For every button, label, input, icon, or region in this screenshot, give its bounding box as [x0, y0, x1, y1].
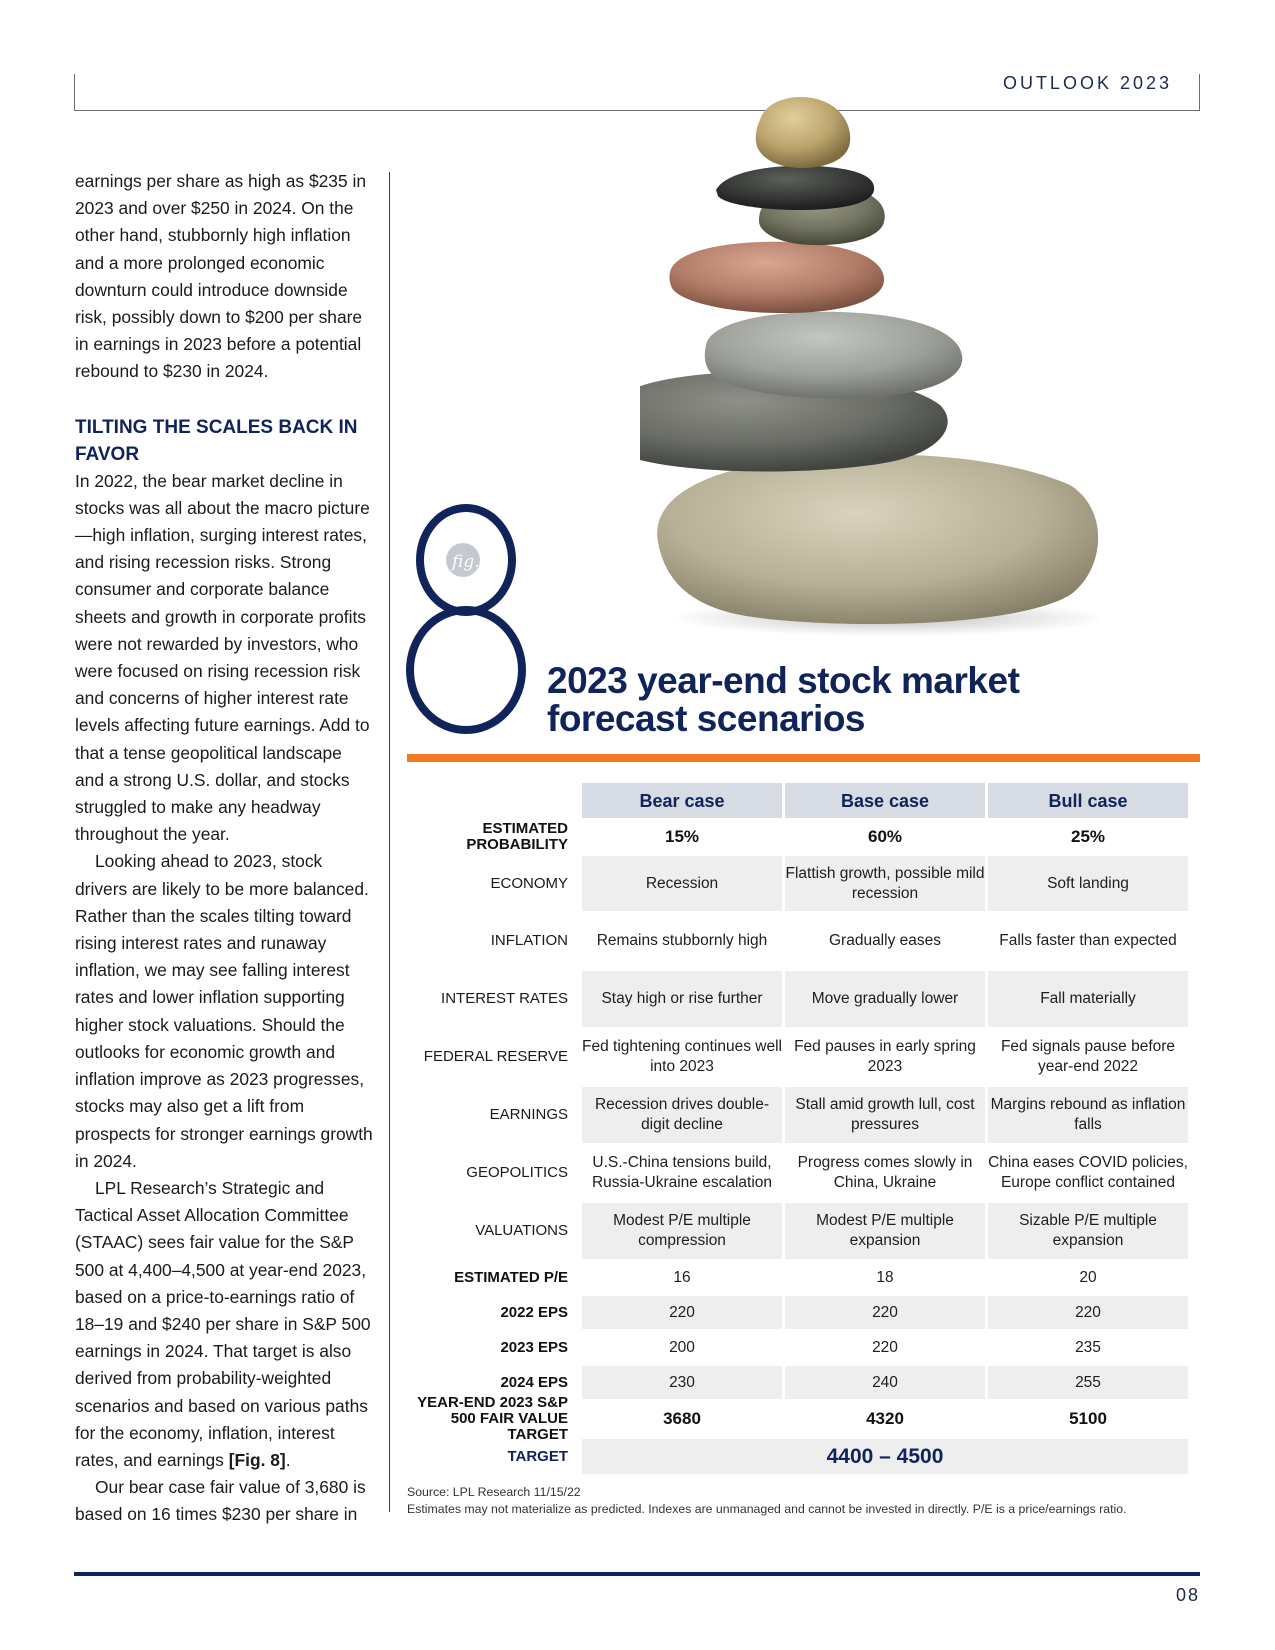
- table-row-fair-value-target: [407, 1394, 1200, 1443]
- target-range: 4400 – 4500: [582, 1439, 1188, 1474]
- row-label: 2022 EPS: [500, 1303, 568, 1321]
- header-base-case: Base case: [785, 783, 985, 818]
- table-cell: Margins rebound as inflation falls: [988, 1087, 1188, 1143]
- header-title: OUTLOOK 2023: [1002, 73, 1172, 93]
- body-paragraph-2: In 2022, the bear market decline in stocks was all about the macro picture—high inflation, surging interest rates, and rising recession risks. Strong consumer and corporate balance sheets and growth in corporate profits were not rewarded by investors, who were focused on rising recession risk and concerns of higher interest rate levels affecting future earnings. Add to that a tense geopolitical landscape and a strong U.S. dollar, and stocks struggled to make any headway throughout the year.: [75, 470, 370, 845]
- figure-number-eight: [402, 500, 532, 740]
- header-rule-right-tick: [1199, 74, 1200, 111]
- table-cell: Fed tightening continues well into 2023: [582, 1038, 782, 1075]
- row-label: TARGET: [507, 1447, 568, 1465]
- table-row-geopolitics: [407, 1145, 1200, 1201]
- table-row-valuations: [407, 1203, 1200, 1259]
- table-cell: 220: [988, 1296, 1188, 1329]
- source-line: Source: LPL Research 11/15/22: [407, 1485, 581, 1499]
- table-cell: 3680: [663, 1409, 701, 1428]
- table-header-spacer: [407, 783, 579, 818]
- table-cell: Fall materially: [988, 971, 1188, 1027]
- table-row-federal-reserve: [407, 1029, 1200, 1085]
- table-cell: 18: [876, 1268, 894, 1286]
- table-cell: 60%: [867, 827, 903, 846]
- table-cell: 235: [1075, 1338, 1101, 1356]
- table-row-2023-eps: [407, 1331, 1200, 1364]
- table-cell: Modest P/E multiple expansion: [785, 1203, 985, 1259]
- table-cell: 220: [872, 1338, 898, 1356]
- table-cell: Falls faster than expected: [999, 932, 1177, 949]
- table-cell: 5100: [1069, 1409, 1107, 1428]
- body-paragraph-5: Our bear case fair value of 3,680 is based on 16 times $230 per share in: [75, 1477, 366, 1525]
- row-label: INTEREST RATES: [441, 990, 568, 1007]
- table-cell: Sizable P/E multiple expansion: [988, 1203, 1188, 1259]
- table-cell: 230: [582, 1366, 782, 1399]
- body-paragraph-1: earnings per share as high as $235 in 2023 and over $250 in 2024. On the other hand, stubbornly high inflation and a more prolonged economic downturn could introduce downside risk, possibly down to $200 per share in earnings in 2023 before a potential rebound to $230 in 2024.: [75, 171, 367, 382]
- table-row-earnings: [407, 1087, 1200, 1143]
- disclaimer-line: Estimates may not materialize as predicted. Indexes are unmanaged and cannot be invested in directly. P/E is a price/earnings ratio.: [407, 1502, 1127, 1516]
- table-cell: 240: [785, 1366, 985, 1399]
- row-label: YEAR-END 2023 S&P 500 FAIR VALUE TARGET: [417, 1394, 568, 1443]
- row-label: INFLATION: [490, 932, 568, 949]
- table-cell: 4320: [866, 1409, 904, 1428]
- section-heading: TILTING THE SCALES BACK IN FAVOR: [75, 416, 358, 465]
- table-cell: 200: [669, 1338, 695, 1356]
- table-row-economy: [407, 856, 1200, 911]
- table-cell: 220: [582, 1296, 782, 1329]
- body-paragraph-4-text: LPL Research’s Strategic and Tactical Asset Allocation Committee (STAAC) sees fair value for the S&P 500 at 4,400–4,500 at year-end 2023, based on a price-to-earnings ratio of 18–19 and $240 per share in S&P 500 earnings in 2024. That target is also derived from probability-weighted scenarios and based on various paths for the economy, inflation, interest rates, and earnings: [75, 1177, 371, 1470]
- body-paragraph-3: Looking ahead to 2023, stock drivers are likely to be more balanced. Rather than the scales tilting toward rising interest rates and runaway inflation, we may see falling interest rates and lower inflation supporting higher stock valuations. Should the outlooks for economic growth and inflation improve as 2023 progresses, stocks may also get a lift from prospects for stronger earnings growth in 2024.: [75, 851, 373, 1171]
- table-cell: 16: [673, 1268, 691, 1286]
- body-paragraph-4-end: .: [285, 1449, 291, 1470]
- table-cell: Flattish growth, possible mild recession: [785, 856, 985, 911]
- footer-rule: [74, 1572, 1200, 1576]
- table-cell: Fed pauses in early spring 2023: [794, 1038, 976, 1075]
- row-label: 2024 EPS: [500, 1373, 568, 1391]
- row-label: FEDERAL RESERVE: [423, 1048, 568, 1065]
- table-cell: U.S.-China tensions build, Russia-Ukraine escalation: [591, 1154, 773, 1191]
- table-cell: 20: [1079, 1268, 1097, 1286]
- row-label: 2023 EPS: [500, 1338, 568, 1356]
- source-note: [407, 1484, 1127, 1518]
- table-cell: Fed signals pause before year-end 2022: [1000, 1038, 1176, 1075]
- stacked-stones-image: [640, 90, 1100, 650]
- table-cell: Recession: [582, 856, 782, 911]
- table-cell: 255: [988, 1366, 1188, 1399]
- table-cell: Modest P/E multiple compression: [582, 1203, 782, 1259]
- body-paragraph-4: [75, 1175, 375, 1474]
- header-bull-case: Bull case: [988, 783, 1188, 818]
- forecast-table: [407, 783, 1200, 1476]
- table-cell: 25%: [1070, 827, 1106, 846]
- table-cell: Gradually eases: [828, 932, 941, 949]
- figure-label: fig.: [452, 552, 480, 572]
- figure-title: 2023 year-end stock market forecast scenarios: [547, 660, 1020, 739]
- column-divider: [389, 172, 390, 1512]
- row-label: ESTIMATED PROBABILITY: [466, 820, 568, 853]
- table-row-estimated-pe: [407, 1261, 1200, 1294]
- table-row-2022-eps: [407, 1296, 1200, 1329]
- row-label: GEOPOLITICS: [466, 1164, 568, 1181]
- table-row-target: [407, 1439, 1200, 1474]
- row-label: ESTIMATED P/E: [454, 1268, 568, 1286]
- page-number: 08: [1175, 1585, 1200, 1605]
- table-cell: Remains stubbornly high: [596, 932, 768, 949]
- table-row-inflation: [407, 913, 1200, 969]
- table-cell: 15%: [664, 827, 700, 846]
- table-cell: Stall amid growth lull, cost pressures: [785, 1087, 985, 1143]
- table-cell: Move gradually lower: [785, 971, 985, 1027]
- header-rule-left-tick: [74, 74, 75, 111]
- table-cell: Recession drives double-digit decline: [582, 1087, 782, 1143]
- table-cell: Soft landing: [988, 856, 1188, 911]
- row-label: EARNINGS: [489, 1106, 568, 1123]
- table-cell: Progress comes slowly in China, Ukraine: [797, 1154, 973, 1191]
- table-row-interest-rates: [407, 971, 1200, 1027]
- table-cell: China eases COVID policies, Europe conflict contained: [988, 1154, 1188, 1191]
- table-cell: Stay high or rise further: [582, 971, 782, 1027]
- row-label: VALUATIONS: [475, 1222, 568, 1239]
- table-cell: 220: [785, 1296, 985, 1329]
- figure-accent-bar: [407, 754, 1200, 762]
- table-row-probability: [407, 820, 1200, 854]
- figure-reference: [Fig. 8]: [228, 1449, 286, 1470]
- table-header-row: [407, 783, 1200, 818]
- row-label: ECONOMY: [490, 874, 568, 892]
- body-column: [75, 168, 375, 1529]
- header-bear-case: Bear case: [582, 783, 782, 818]
